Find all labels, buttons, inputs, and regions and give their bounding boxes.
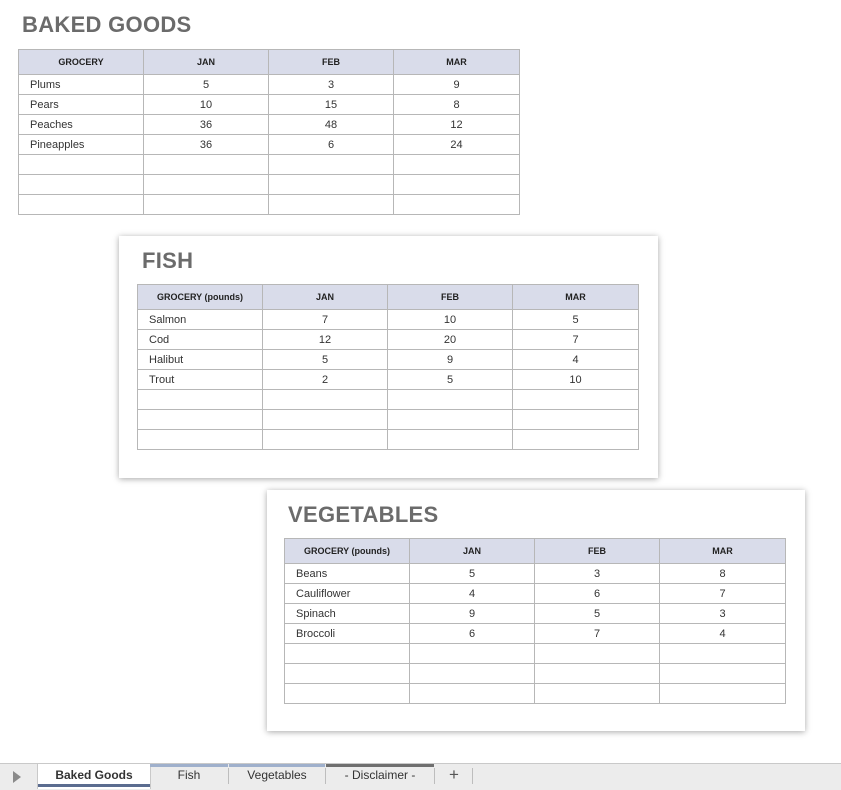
- value-cell[interactable]: 8: [660, 564, 786, 584]
- table-row: [19, 175, 520, 195]
- baked-goods-table: [18, 49, 520, 215]
- value-cell[interactable]: 4: [410, 584, 535, 604]
- value-cell[interactable]: 10: [513, 370, 639, 390]
- table-row: [285, 584, 786, 604]
- value-cell[interactable]: 5: [513, 310, 639, 330]
- value-cell[interactable]: [269, 195, 394, 215]
- value-cell[interactable]: [144, 155, 269, 175]
- tab-color-bar: [229, 764, 325, 767]
- plus-icon: +: [449, 765, 459, 784]
- value-cell[interactable]: [388, 390, 513, 410]
- value-cell[interactable]: [513, 410, 639, 430]
- tab-baked-goods[interactable]: [37, 764, 151, 789]
- value-cell[interactable]: [269, 175, 394, 195]
- table-row: [19, 75, 520, 95]
- table-row: [285, 684, 786, 704]
- value-cell[interactable]: 9: [410, 604, 535, 624]
- table-row: [138, 430, 639, 450]
- grocery-cell[interactable]: [19, 175, 144, 195]
- value-cell[interactable]: 5: [388, 370, 513, 390]
- value-cell[interactable]: 3: [660, 604, 786, 624]
- tab-vegetables[interactable]: [229, 764, 325, 789]
- column-header-mar[interactable]: MAR: [513, 285, 639, 310]
- grocery-cell[interactable]: [285, 664, 410, 684]
- value-cell[interactable]: 8: [394, 95, 520, 115]
- value-cell[interactable]: [388, 430, 513, 450]
- value-cell[interactable]: [660, 684, 786, 704]
- grocery-cell[interactable]: Peaches: [19, 115, 144, 135]
- table-row: [138, 350, 639, 370]
- tab-divider: [472, 768, 473, 784]
- value-cell[interactable]: [513, 430, 639, 450]
- value-cell[interactable]: [394, 155, 520, 175]
- column-header-grocery[interactable]: GROCERY (pounds): [138, 285, 263, 310]
- value-cell[interactable]: 10: [144, 95, 269, 115]
- value-cell[interactable]: 20: [388, 330, 513, 350]
- grocery-cell[interactable]: Trout: [138, 370, 263, 390]
- grocery-cell[interactable]: [285, 684, 410, 704]
- table-row: [285, 624, 786, 644]
- column-header-mar[interactable]: MAR: [394, 50, 520, 75]
- table-row: [19, 135, 520, 155]
- table-header-row: [285, 539, 786, 564]
- value-cell[interactable]: 6: [269, 135, 394, 155]
- value-cell[interactable]: 5: [535, 604, 660, 624]
- table-row: [285, 644, 786, 664]
- value-cell[interactable]: [144, 195, 269, 215]
- value-cell[interactable]: 7: [263, 310, 388, 330]
- column-header-feb[interactable]: FEB: [269, 50, 394, 75]
- sheet-tab-bar: [0, 763, 841, 790]
- table-row: [138, 410, 639, 430]
- column-header-mar[interactable]: MAR: [660, 539, 786, 564]
- value-cell[interactable]: 36: [144, 115, 269, 135]
- value-cell[interactable]: [388, 410, 513, 430]
- value-cell[interactable]: [513, 390, 639, 410]
- value-cell[interactable]: 6: [410, 624, 535, 644]
- value-cell[interactable]: 5: [263, 350, 388, 370]
- value-cell[interactable]: [535, 644, 660, 664]
- value-cell[interactable]: [263, 390, 388, 410]
- table-row: [138, 330, 639, 350]
- grocery-cell[interactable]: Spinach: [285, 604, 410, 624]
- tab-label: - Disclaimer -: [344, 768, 416, 782]
- value-cell[interactable]: 12: [263, 330, 388, 350]
- vegetables-title: VEGETABLES: [288, 502, 439, 527]
- value-cell[interactable]: 5: [410, 564, 535, 584]
- tab-label: Baked Goods: [55, 768, 133, 782]
- column-header-feb[interactable]: FEB: [388, 285, 513, 310]
- value-cell[interactable]: [410, 684, 535, 704]
- tab-label: Fish: [177, 768, 201, 782]
- value-cell[interactable]: 2: [263, 370, 388, 390]
- value-cell[interactable]: [660, 644, 786, 664]
- column-header-jan[interactable]: JAN: [410, 539, 535, 564]
- fish-table: [137, 284, 639, 450]
- grocery-cell[interactable]: [19, 195, 144, 215]
- value-cell[interactable]: 4: [513, 350, 639, 370]
- baked-goods-title: BAKED GOODS: [22, 12, 192, 37]
- grocery-cell[interactable]: Halibut: [138, 350, 263, 370]
- value-cell[interactable]: 5: [144, 75, 269, 95]
- value-cell[interactable]: 3: [535, 564, 660, 584]
- value-cell[interactable]: [263, 410, 388, 430]
- tab-color-bar: [326, 764, 434, 767]
- value-cell[interactable]: 7: [660, 584, 786, 604]
- add-sheet-button[interactable]: [440, 764, 468, 789]
- value-cell[interactable]: 6: [535, 584, 660, 604]
- grocery-cell[interactable]: Salmon: [138, 310, 263, 330]
- table-row: [138, 390, 639, 410]
- value-cell[interactable]: [410, 644, 535, 664]
- column-header-jan[interactable]: JAN: [144, 50, 269, 75]
- table-row: [19, 115, 520, 135]
- value-cell[interactable]: [660, 664, 786, 684]
- value-cell[interactable]: [535, 664, 660, 684]
- column-header-jan[interactable]: JAN: [263, 285, 388, 310]
- value-cell[interactable]: 9: [394, 75, 520, 95]
- grocery-cell[interactable]: [285, 644, 410, 664]
- tab-divider: [434, 768, 435, 784]
- table-row: [285, 564, 786, 584]
- value-cell[interactable]: [394, 195, 520, 215]
- value-cell[interactable]: 10: [388, 310, 513, 330]
- value-cell[interactable]: 48: [269, 115, 394, 135]
- value-cell[interactable]: 7: [513, 330, 639, 350]
- table-header-row: [19, 50, 520, 75]
- value-cell[interactable]: 36: [144, 135, 269, 155]
- tab-disclaimer[interactable]: [326, 764, 434, 789]
- value-cell[interactable]: [410, 664, 535, 684]
- column-header-feb[interactable]: FEB: [535, 539, 660, 564]
- table-row: [138, 370, 639, 390]
- tab-color-bar: [150, 764, 228, 767]
- grocery-cell[interactable]: Pears: [19, 95, 144, 115]
- column-header-grocery[interactable]: GROCERY: [19, 50, 144, 75]
- active-tab-indicator: [38, 784, 150, 787]
- vegetables-table: [284, 538, 786, 704]
- grocery-cell[interactable]: [19, 155, 144, 175]
- table-row: [19, 195, 520, 215]
- value-cell[interactable]: [263, 430, 388, 450]
- grocery-cell[interactable]: [138, 410, 263, 430]
- table-header-row: [138, 285, 639, 310]
- tab-fish[interactable]: [150, 764, 228, 789]
- value-cell[interactable]: 12: [394, 115, 520, 135]
- grocery-cell[interactable]: [138, 390, 263, 410]
- grocery-cell[interactable]: Beans: [285, 564, 410, 584]
- table-row: [285, 604, 786, 624]
- value-cell[interactable]: [535, 684, 660, 704]
- tab-label: Vegetables: [247, 768, 307, 782]
- grocery-cell[interactable]: [138, 430, 263, 450]
- table-row: [19, 155, 520, 175]
- value-cell[interactable]: 24: [394, 135, 520, 155]
- grocery-cell[interactable]: Plums: [19, 75, 144, 95]
- grocery-cell[interactable]: Cod: [138, 330, 263, 350]
- column-header-grocery[interactable]: GROCERY (pounds): [285, 539, 410, 564]
- table-row: [138, 310, 639, 330]
- table-row: [19, 95, 520, 115]
- value-cell[interactable]: 3: [269, 75, 394, 95]
- play-triangle-icon[interactable]: [13, 771, 21, 783]
- value-cell[interactable]: 15: [269, 95, 394, 115]
- grocery-cell[interactable]: Cauliflower: [285, 584, 410, 604]
- table-row: [285, 664, 786, 684]
- value-cell[interactable]: 9: [388, 350, 513, 370]
- grocery-cell[interactable]: Broccoli: [285, 624, 410, 644]
- fish-title: FISH: [142, 248, 194, 273]
- value-cell[interactable]: 4: [660, 624, 786, 644]
- value-cell[interactable]: [394, 175, 520, 195]
- value-cell[interactable]: 7: [535, 624, 660, 644]
- value-cell[interactable]: [144, 175, 269, 195]
- value-cell[interactable]: [269, 155, 394, 175]
- grocery-cell[interactable]: Pineapples: [19, 135, 144, 155]
